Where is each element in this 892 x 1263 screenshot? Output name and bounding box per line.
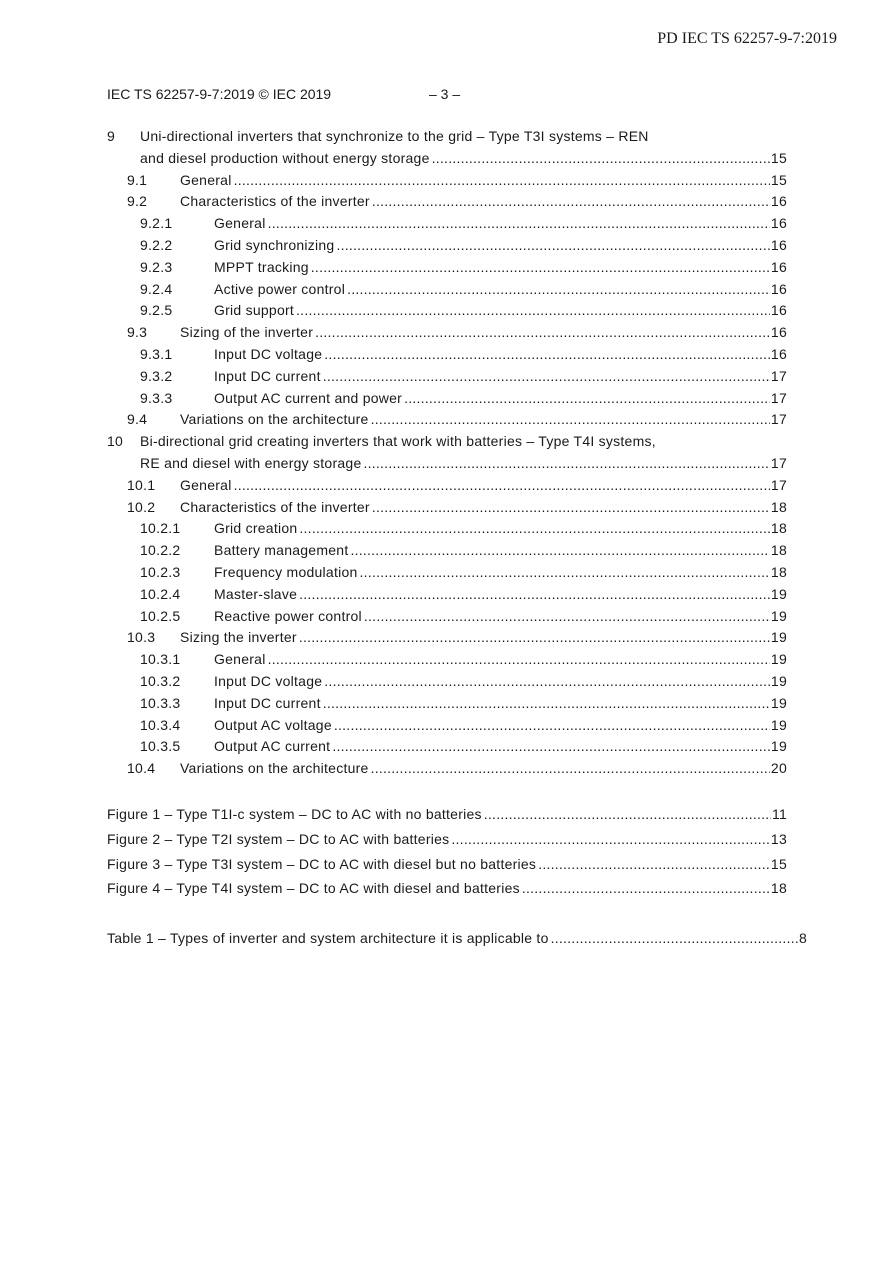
toc-entry-page: 19 — [770, 694, 787, 711]
figure-entry[interactable] — [107, 802, 787, 827]
toc-entry[interactable] — [107, 475, 787, 497]
toc-entry-title: Grid creation — [214, 518, 299, 540]
toc-entry-page: 17 — [770, 411, 787, 428]
toc-entry[interactable] — [107, 736, 787, 758]
table-entry[interactable] — [107, 926, 807, 951]
toc-entry-number: 10.3.4 — [140, 716, 181, 733]
toc-entry[interactable] — [107, 235, 787, 257]
toc-entry-page: 15 — [770, 149, 787, 166]
toc-entry-number: 9.2.2 — [140, 236, 173, 253]
document-identifier: PD IEC TS 62257-9-7:2019 — [657, 30, 837, 47]
toc-entry[interactable] — [107, 170, 787, 192]
toc-entry-number: 9.2.1 — [140, 215, 173, 232]
toc-entry-title: General — [214, 649, 268, 671]
toc-entry-leader — [107, 876, 787, 901]
toc-entry-number: 10.2.5 — [140, 607, 181, 624]
toc-entry-title-line1: Bi-directional grid creating inverters that work with batteries – Type T4I systems, — [140, 433, 656, 450]
toc-entry-page: 16 — [770, 324, 787, 341]
toc-entry-number: 10.3.2 — [140, 672, 181, 689]
toc-entry-leader — [180, 322, 787, 344]
dot-leader — [551, 926, 798, 951]
toc-entry[interactable] — [107, 126, 787, 170]
toc-entry-number: 10.3.5 — [140, 738, 181, 755]
dot-leader — [299, 584, 770, 606]
toc-entry-title-line1: Uni-directional inverters that synchronize to the grid – Type T3I systems – REN — [140, 128, 649, 144]
toc-entry-number: 10.2.1 — [140, 520, 181, 537]
dot-leader — [371, 409, 770, 431]
toc-entry-page: 16 — [770, 215, 787, 232]
figure-entry[interactable] — [107, 852, 787, 877]
toc-entry-leader — [180, 170, 787, 192]
toc-entry-page: 19 — [770, 738, 787, 755]
list-of-tables — [107, 926, 807, 951]
toc-entry-number: 9.3.2 — [140, 367, 173, 384]
toc-entry-title: Figure 2 – Type T2I system – DC to AC with batteries — [107, 827, 451, 852]
toc-entry-title: Sizing the inverter — [180, 627, 299, 649]
toc-entry[interactable] — [107, 518, 787, 540]
toc-entry-title: Reactive power control — [214, 606, 364, 628]
toc-entry-title: Input DC current — [214, 693, 323, 715]
toc-entry-page: 19 — [770, 629, 787, 646]
toc-entry-number: 9.4 — [127, 411, 148, 428]
toc-entry-number: 10.2.4 — [140, 585, 181, 602]
toc-entry-title: General — [180, 170, 234, 192]
toc-entry-title: Variations on the architecture — [180, 758, 371, 780]
toc-entry-number: 10.2.3 — [140, 563, 181, 580]
toc-entry-title: Input DC current — [214, 366, 323, 388]
toc-entry-title: Figure 3 – Type T3I system – DC to AC with diesel but no batteries — [107, 852, 538, 877]
dot-leader — [268, 649, 770, 671]
toc-entry-title: Input DC voltage — [214, 344, 324, 366]
toc-entry-title: Figure 1 – Type T1I-c system – DC to AC with no batteries — [107, 802, 484, 827]
figure-entry[interactable] — [107, 876, 787, 901]
toc-entry-number: 9.1 — [127, 171, 148, 188]
toc-entry-page: 13 — [770, 830, 787, 847]
toc-entry[interactable] — [107, 627, 787, 649]
toc-entry-page: 18 — [770, 498, 787, 515]
toc-entry-page: 11 — [771, 805, 787, 822]
toc-entry[interactable] — [107, 497, 787, 519]
toc-entry-title: Table 1 – Types of inverter and system architecture it is applicable to — [107, 926, 551, 951]
toc-entry-number: 9.3 — [127, 324, 148, 341]
toc-entry-leader — [107, 802, 787, 827]
dot-leader — [432, 148, 770, 170]
toc-entry-leader — [107, 827, 787, 852]
dot-leader — [311, 257, 770, 279]
toc-entry-leader — [214, 388, 787, 410]
toc-entry-page: 19 — [770, 585, 787, 602]
toc-entry-title: MPPT tracking — [214, 257, 311, 279]
toc-entry[interactable] — [107, 758, 787, 780]
dot-leader — [334, 715, 770, 737]
toc-entry-page: 18 — [770, 542, 787, 559]
toc-entry[interactable] — [107, 562, 787, 584]
table-of-contents — [107, 126, 807, 951]
dot-leader — [451, 827, 770, 852]
dot-leader — [350, 540, 769, 562]
dot-leader — [371, 758, 770, 780]
dot-leader — [299, 627, 770, 649]
toc-entry-leader — [214, 736, 787, 758]
toc-entry-title: Characteristics of the inverter — [180, 497, 372, 519]
toc-entry-title: General — [214, 213, 268, 235]
toc-entry-page: 17 — [770, 389, 787, 406]
toc-entry[interactable] — [107, 693, 787, 715]
toc-entry-title: Output AC voltage — [214, 715, 334, 737]
toc-entry-number: 10.2.2 — [140, 542, 181, 559]
toc-entry-page: 17 — [770, 476, 787, 493]
dot-leader — [538, 852, 770, 877]
toc-entry[interactable] — [107, 715, 787, 737]
toc-sections — [107, 126, 787, 780]
toc-entry[interactable] — [107, 279, 787, 301]
toc-entry-leader — [180, 191, 787, 213]
toc-entry-title: Input DC voltage — [214, 671, 324, 693]
dot-leader — [296, 300, 770, 322]
toc-entry-title: Grid synchronizing — [214, 235, 336, 257]
toc-entry-page: 19 — [770, 607, 787, 624]
dot-leader — [522, 876, 770, 901]
toc-entry-page: 19 — [770, 716, 787, 733]
toc-entry-leader — [180, 497, 787, 519]
toc-entry-leader — [214, 344, 787, 366]
toc-entry-leader — [214, 300, 787, 322]
toc-entry-page: 18 — [770, 520, 787, 537]
toc-entry-number: 9.2 — [127, 193, 148, 210]
toc-entry-number: 9.2.5 — [140, 302, 173, 319]
toc-entry-leader — [214, 235, 787, 257]
dot-leader — [372, 191, 770, 213]
toc-entry-page: 19 — [770, 651, 787, 668]
toc-entry-title: Active power control — [214, 279, 347, 301]
toc-entry-page: 8 — [798, 930, 807, 947]
toc-entry-number: 10.1 — [127, 476, 156, 493]
toc-entry-title: Figure 4 – Type T4I system – DC to AC with diesel and batteries — [107, 876, 522, 901]
toc-entry[interactable] — [107, 300, 787, 322]
toc-entry-leader — [140, 453, 787, 475]
toc-entry-page: 16 — [770, 280, 787, 297]
toc-entry-number: 10.2 — [127, 498, 156, 515]
toc-entry-leader — [214, 606, 787, 628]
toc-entry-title: and diesel production without energy storage — [140, 148, 432, 170]
toc-entry-page: 18 — [770, 880, 787, 897]
toc-entry-page: 15 — [770, 171, 787, 188]
toc-entry-leader — [107, 926, 807, 951]
toc-entry-page: 16 — [770, 258, 787, 275]
toc-entry-title: Characteristics of the inverter — [180, 191, 372, 213]
toc-entry-title: RE and diesel with energy storage — [140, 453, 363, 475]
dot-leader — [268, 213, 770, 235]
toc-entry-leader — [214, 715, 787, 737]
dot-leader — [363, 453, 769, 475]
toc-entry-page: 17 — [770, 367, 787, 384]
standard-copyright: IEC TS 62257-9-7:2019 © IEC 2019 — [107, 86, 332, 102]
toc-entry[interactable] — [107, 649, 787, 671]
toc-entry-leader — [180, 409, 787, 431]
toc-entry-leader — [214, 562, 787, 584]
toc-entry-title: Variations on the architecture — [180, 409, 371, 431]
toc-entry-leader — [180, 627, 787, 649]
toc-entry-number: 10.3 — [127, 629, 156, 646]
toc-entry-leader — [107, 852, 787, 877]
toc-entry[interactable] — [107, 213, 787, 235]
toc-entry-title: Battery management — [214, 540, 350, 562]
toc-entry-leader — [214, 279, 787, 301]
page-number: – 3 – — [429, 86, 461, 102]
toc-entry-number: 10 — [107, 433, 124, 450]
toc-entry-leader — [214, 518, 787, 540]
toc-entry-page: 15 — [770, 855, 787, 872]
toc-entry-leader — [180, 758, 787, 780]
dot-leader — [404, 388, 770, 410]
toc-entry[interactable] — [107, 388, 787, 410]
running-header — [107, 86, 461, 102]
list-of-figures — [107, 802, 787, 901]
toc-entry-number: 9 — [107, 128, 116, 144]
dot-leader — [332, 736, 770, 758]
toc-entry-page: 17 — [770, 454, 787, 471]
toc-entry[interactable] — [107, 409, 787, 431]
toc-entry-leader — [140, 148, 787, 170]
toc-entry-title: General — [180, 475, 234, 497]
toc-entry-leader — [214, 213, 787, 235]
toc-entry-number: 9.3.3 — [140, 389, 173, 406]
figure-entry[interactable] — [107, 827, 787, 852]
toc-entry-title: Frequency modulation — [214, 562, 360, 584]
dot-leader — [324, 671, 770, 693]
toc-entry-leader — [214, 366, 787, 388]
toc-entry[interactable] — [107, 366, 787, 388]
toc-entry-title: Master-slave — [214, 584, 299, 606]
dot-leader — [484, 802, 771, 827]
toc-entry-page: 19 — [770, 672, 787, 689]
dot-leader — [336, 235, 769, 257]
toc-entry[interactable] — [107, 540, 787, 562]
toc-entry-number: 9.2.3 — [140, 258, 173, 275]
toc-entry[interactable] — [107, 344, 787, 366]
toc-entry-leader — [214, 257, 787, 279]
toc-entry-title: Grid support — [214, 300, 296, 322]
toc-entry[interactable] — [107, 257, 787, 279]
dot-leader — [315, 322, 770, 344]
dot-leader — [234, 475, 770, 497]
toc-entry-title: Output AC current and power — [214, 388, 404, 410]
toc-entry[interactable] — [107, 191, 787, 213]
toc-entry-page: 16 — [770, 236, 787, 253]
toc-entry-leader — [214, 584, 787, 606]
dot-leader — [324, 344, 770, 366]
dot-leader — [372, 497, 770, 519]
toc-entry[interactable] — [107, 584, 787, 606]
toc-entry-page: 20 — [770, 760, 787, 777]
toc-entry-leader — [214, 649, 787, 671]
dot-leader — [234, 170, 770, 192]
toc-entry-number: 10.3.3 — [140, 694, 181, 711]
dot-leader — [323, 693, 770, 715]
dot-leader — [347, 279, 770, 301]
toc-entry-leader — [214, 540, 787, 562]
dot-leader — [360, 562, 770, 584]
toc-entry[interactable] — [107, 431, 787, 475]
toc-entry-title: Output AC current — [214, 736, 332, 758]
toc-entry-page: 16 — [770, 345, 787, 362]
toc-entry-page: 16 — [770, 302, 787, 319]
toc-entry[interactable] — [107, 606, 787, 628]
toc-entry-number: 9.3.1 — [140, 345, 173, 362]
toc-entry[interactable] — [107, 671, 787, 693]
toc-entry-leader — [214, 693, 787, 715]
dot-leader — [364, 606, 770, 628]
toc-entry-number: 10.4 — [127, 760, 156, 777]
toc-entry-number: 9.2.4 — [140, 280, 173, 297]
dot-leader — [299, 518, 770, 540]
toc-entry-page: 18 — [770, 563, 787, 580]
toc-entry-page: 16 — [770, 193, 787, 210]
toc-entry-number: 10.3.1 — [140, 651, 181, 668]
toc-entry-title: Sizing of the inverter — [180, 322, 315, 344]
dot-leader — [323, 366, 770, 388]
toc-entry[interactable] — [107, 322, 787, 344]
toc-entry-leader — [214, 671, 787, 693]
toc-entry-leader — [180, 475, 787, 497]
